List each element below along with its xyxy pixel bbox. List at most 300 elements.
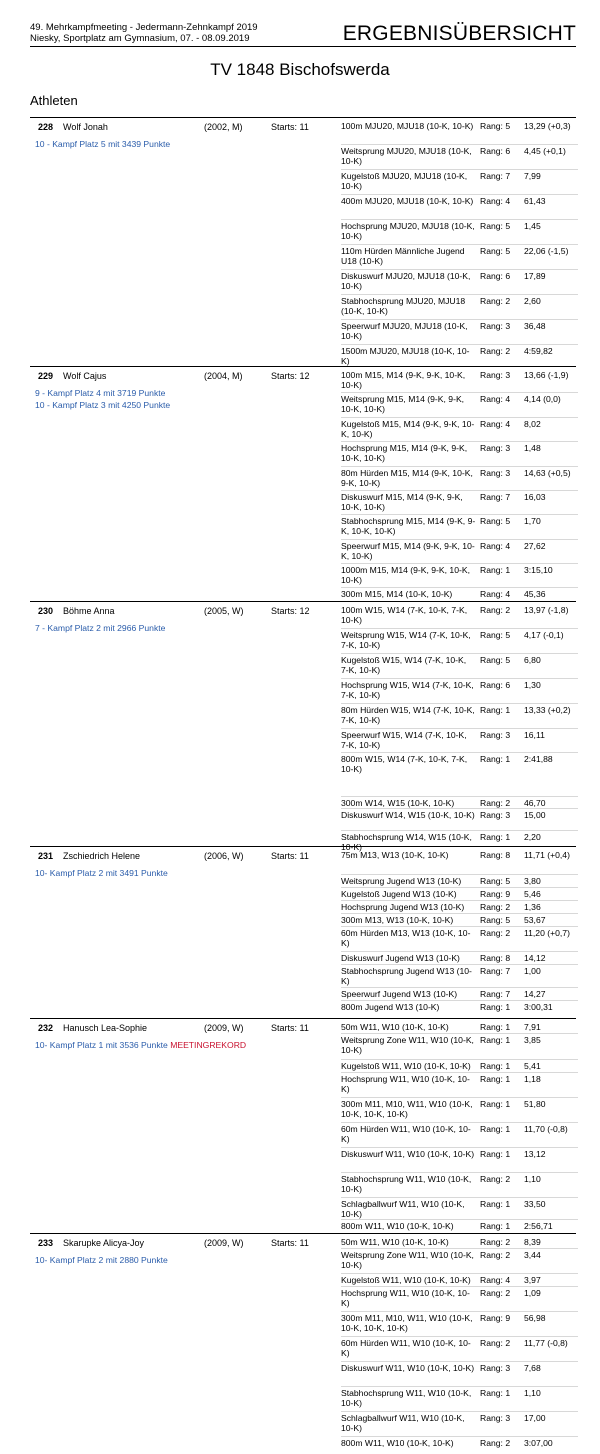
event-discipline: Diskuswurf W14, W15 (10-K, 10-K) [341, 810, 475, 820]
event-rank: Rang: 1 [480, 1002, 511, 1012]
athlete-birth: (2009, W) [204, 1238, 244, 1248]
event-result: 1,10 [524, 1174, 541, 1184]
row-divider [341, 1361, 578, 1362]
event-row [341, 1363, 576, 1388]
event-row [341, 1099, 576, 1124]
athlete-starts: Starts: 11 [271, 122, 309, 132]
event-result: 8,39 [524, 1237, 541, 1247]
event-rank: Rang: 1 [480, 1149, 511, 1159]
event-row [341, 1061, 576, 1074]
event-discipline: Hochsprung MJU20, MJU18 (10-K, 10-K) [341, 221, 475, 241]
event-rank: Rang: 3 [480, 370, 511, 380]
event-row [341, 296, 576, 321]
event-row [341, 989, 576, 1002]
event-result: 3,44 [524, 1250, 541, 1260]
event-result: 7,91 [524, 1022, 541, 1032]
row-divider [341, 219, 578, 220]
row-divider [341, 319, 578, 320]
athlete-birth: (2002, M) [204, 122, 243, 132]
event-row [341, 1438, 576, 1451]
event-discipline: Kugelstoß MJU20, MJU18 (10-K, 10-K) [341, 171, 468, 191]
event-rank: Rang: 3 [480, 321, 511, 331]
event-row [341, 680, 576, 705]
event-rank: Rang: 2 [480, 605, 511, 615]
event-result: 13,97 (-1,8) [524, 605, 569, 615]
event-row [341, 810, 576, 832]
combined-event-line [35, 138, 170, 150]
event-discipline: 80m Hürden W15, W14 (7-K, 10-K, 7-K, 10-K) [341, 705, 475, 725]
event-discipline: 800m Jugend W13 (10-K) [341, 1002, 440, 1012]
event-result: 56,98 [524, 1313, 546, 1323]
combined-event-results [35, 1254, 168, 1266]
event-results [341, 605, 576, 853]
row-divider [341, 587, 578, 588]
event-row [341, 1338, 576, 1363]
event-discipline: Stabhochsprung M15, M14 (9-K, 9-K, 10-K, 10-K) [341, 516, 476, 536]
athlete-number: 232 [38, 1023, 54, 1033]
row-divider [341, 1097, 578, 1098]
combined-event-line [35, 399, 170, 411]
event-result: 5,46 [524, 889, 541, 899]
event-result: 7,68 [524, 1363, 541, 1373]
athlete-block [30, 846, 576, 1018]
event-discipline: Speerwurf MJU20, MJU18 (10-K, 10-K) [341, 321, 468, 341]
event-discipline: Weitsprung Zone W11, W10 (10-K, 10-K) [341, 1250, 474, 1270]
event-result: 11,20 (+0,7) [524, 928, 570, 938]
event-row [341, 1250, 576, 1275]
event-result: 2:56,71 [524, 1221, 553, 1231]
event-discipline: 75m M13, W13 (10-K, 10-K) [341, 850, 449, 860]
event-discipline: Speerwurf Jugend W13 (10-K) [341, 989, 458, 999]
event-row [341, 928, 576, 953]
event-result: 13,33 (+0,2) [524, 705, 571, 715]
event-row [341, 630, 576, 655]
event-result: 1,30 [524, 680, 541, 690]
event-row [341, 966, 576, 989]
event-row [341, 1313, 576, 1338]
event-result: 14,12 [524, 953, 546, 963]
athlete-name: Zschiedrich Helene [63, 851, 141, 861]
row-divider [341, 964, 578, 965]
event-rank: Rang: 2 [480, 1288, 511, 1298]
event-row [341, 798, 576, 810]
event-result: 5,41 [524, 1061, 541, 1071]
event-results [341, 1022, 576, 1234]
event-discipline: Weitsprung M15, M14 (9-K, 9-K, 10-K, 10-K) [341, 394, 465, 414]
event-row [341, 1199, 576, 1221]
event-row [341, 146, 576, 171]
event-row [341, 370, 576, 394]
event-row [341, 655, 576, 680]
event-rank: Rang: 4 [480, 1275, 511, 1285]
combined-event-results [35, 1039, 246, 1051]
row-divider [341, 392, 578, 393]
event-result: 33,50 [524, 1199, 546, 1209]
row-divider [341, 1411, 578, 1412]
event-rank: Rang: 7 [480, 492, 511, 502]
event-discipline: Kugelstoß Jugend W13 (10-K) [341, 889, 457, 899]
event-result: 13,29 (+0,3) [524, 121, 571, 131]
header-divider [30, 46, 576, 47]
event-rank: Rang: 2 [480, 928, 511, 938]
row-divider [341, 169, 578, 170]
athlete-starts: Starts: 11 [271, 1023, 309, 1033]
event-result: 11,77 (-0,8) [524, 1338, 568, 1348]
row-divider [341, 1248, 578, 1249]
event-row [341, 221, 576, 246]
event-rank: Rang: 3 [480, 443, 511, 453]
event-rank: Rang: 1 [480, 1124, 511, 1134]
event-result: 1,70 [524, 516, 541, 526]
event-rank: Rang: 1 [480, 1199, 511, 1209]
event-row [341, 492, 576, 516]
event-discipline: Diskuswurf M15, M14 (9-K, 9-K, 10-K, 10-K) [341, 492, 463, 512]
combined-event-text: 10- Kampf Platz 1 mit 3536 Punkte [35, 1040, 168, 1050]
event-result: 2,20 [524, 832, 541, 842]
athlete-block [30, 601, 576, 856]
meeting-record-label: MEETINGREKORD [170, 1040, 247, 1050]
event-discipline: 300m M15, M14 (10-K, 10-K) [341, 589, 453, 599]
event-result: 2:41,88 [524, 754, 553, 764]
row-divider [341, 1219, 578, 1220]
athlete-block [30, 1018, 576, 1237]
event-discipline: Stabhochsprung W14, W15 (10-K, 10-K) [341, 832, 472, 852]
event-rank: Rang: 5 [480, 630, 511, 640]
event-rank: Rang: 5 [480, 516, 511, 526]
event-rank: Rang: 1 [480, 565, 511, 575]
event-rank: Rang: 2 [480, 1438, 511, 1448]
row-divider [341, 678, 578, 679]
event-discipline: Weitsprung Jugend W13 (10-K) [341, 876, 462, 886]
row-divider [341, 987, 578, 988]
event-discipline: 80m Hürden M15, M14 (9-K, 10-K, 9-K, 10-K) [341, 468, 473, 488]
row-divider [341, 344, 578, 345]
event-rank: Rang: 9 [480, 889, 511, 899]
row-divider [341, 1033, 578, 1034]
event-rank: Rang: 4 [480, 196, 511, 206]
row-divider [341, 269, 578, 270]
row-divider [341, 1197, 578, 1198]
event-result: 13,66 (-1,9) [524, 370, 569, 380]
row-divider [341, 1172, 578, 1173]
event-result: 4,45 (+0,1) [524, 146, 566, 156]
event-rank: Rang: 1 [480, 1221, 511, 1231]
row-divider [341, 563, 578, 564]
event-discipline: 1500m MJU20, MJU18 (10-K, 10-K) [341, 346, 470, 366]
event-discipline: Speerwurf W15, W14 (7-K, 10-K, 7-K, 10-K) [341, 730, 467, 750]
row-divider [341, 887, 578, 888]
event-row [341, 915, 576, 928]
combined-event-line [35, 867, 168, 879]
row-divider [341, 1286, 578, 1287]
combined-event-text: 7 - Kampf Platz 2 mit 2966 Punkte [35, 623, 166, 633]
event-result: 4,14 (0,0) [524, 394, 561, 404]
row-divider [341, 874, 578, 875]
event-rank: Rang: 2 [480, 1174, 511, 1184]
event-discipline: 300m M13, W13 (10-K, 10-K) [341, 915, 454, 925]
event-row [341, 1174, 576, 1199]
event-rank: Rang: 5 [480, 221, 511, 231]
event-result: 14,63 (+0,5) [524, 468, 571, 478]
event-result: 6,80 [524, 655, 541, 665]
event-discipline: 800m W11, W10 (10-K, 10-K) [341, 1438, 454, 1448]
athlete-name: Wolf Cajus [63, 371, 107, 381]
athlete-starts: Starts: 11 [271, 1238, 309, 1248]
athlete-name: Böhme Anna [63, 606, 115, 616]
meeting-info [30, 22, 258, 44]
event-discipline: Weitsprung W15, W14 (7-K, 10-K, 7-K, 10-K) [341, 630, 471, 650]
event-row [341, 754, 576, 798]
event-row [341, 889, 576, 902]
event-row [341, 1388, 576, 1413]
event-discipline: 1000m M15, M14 (9-K, 9-K, 10-K, 10-K) [341, 565, 470, 585]
event-result: 1,00 [524, 966, 541, 976]
combined-event-line [35, 622, 165, 634]
event-result: 16,03 [524, 492, 546, 502]
event-discipline: 60m Hürden W11, W10 (10-K, 10-K) [341, 1338, 471, 1358]
event-rank: Rang: 2 [480, 1237, 511, 1247]
event-rank: Rang: 4 [480, 419, 511, 429]
event-result: 36,48 [524, 321, 546, 331]
event-discipline: 800m W15, W14 (7-K, 10-K, 7-K, 10-K) [341, 754, 468, 774]
event-discipline: Weitsprung Zone W11, W10 (10-K, 10-K) [341, 1035, 474, 1055]
row-divider [341, 539, 578, 540]
row-divider [341, 1436, 578, 1437]
row-divider [341, 1072, 578, 1073]
event-rank: Rang: 6 [480, 680, 511, 690]
event-discipline: 300m M11, M10, W11, W10 (10-K, 10-K, 10-K, 10-K) [341, 1313, 473, 1333]
row-divider [341, 653, 578, 654]
event-row [341, 876, 576, 889]
event-row [341, 1035, 576, 1061]
event-rank: Rang: 8 [480, 953, 511, 963]
event-rank: Rang: 5 [480, 876, 511, 886]
event-rank: Rang: 1 [480, 1061, 511, 1071]
event-row [341, 1288, 576, 1313]
event-discipline: Stabhochsprung W11, W10 (10-K, 10-K) [341, 1174, 472, 1194]
event-result: 45,36 [524, 589, 546, 599]
event-rank: Rang: 3 [480, 810, 511, 820]
combined-event-results [35, 622, 165, 634]
event-rank: Rang: 2 [480, 346, 511, 356]
athlete-block [30, 366, 576, 612]
event-row [341, 565, 576, 589]
event-rank: Rang: 9 [480, 1313, 511, 1323]
club-name: TV 1848 Bischofswerda [210, 60, 390, 79]
row-divider [341, 417, 578, 418]
event-discipline: 100m W15, W14 (7-K, 10-K, 7-K, 10-K) [341, 605, 468, 625]
event-rank: Rang: 2 [480, 296, 511, 306]
event-results [341, 121, 576, 369]
event-result: 17,00 [524, 1413, 546, 1423]
event-row [341, 1022, 576, 1035]
athlete-number: 230 [38, 606, 54, 616]
combined-event-results [35, 138, 170, 150]
event-discipline: 800m W11, W10 (10-K, 10-K) [341, 1221, 454, 1231]
event-rank: Rang: 4 [480, 541, 511, 551]
row-divider [341, 1311, 578, 1312]
event-discipline: 60m Hürden W11, W10 (10-K, 10-K) [341, 1124, 471, 1144]
event-results [341, 850, 576, 1015]
event-discipline: Kugelstoß M15, M14 (9-K, 9-K, 10-K, 10-K) [341, 419, 475, 439]
event-discipline: Hochsprung W11, W10 (10-K, 10-K) [341, 1288, 470, 1308]
event-result: 1,09 [524, 1288, 541, 1298]
event-rank: Rang: 6 [480, 146, 511, 156]
event-rank: Rang: 3 [480, 1363, 511, 1373]
combined-event-line [35, 1039, 246, 1051]
event-results [341, 370, 576, 609]
row-divider [341, 796, 578, 797]
event-result: 1,48 [524, 443, 541, 453]
event-rank: Rang: 1 [480, 1022, 511, 1032]
event-discipline: Diskuswurf W11, W10 (10-K, 10-K) [341, 1149, 475, 1159]
row-divider [341, 441, 578, 442]
row-divider [341, 830, 578, 831]
event-results [341, 1237, 576, 1451]
athlete-birth: (2006, W) [204, 851, 244, 861]
event-row [341, 953, 576, 966]
row-divider [341, 808, 578, 809]
event-row [341, 1413, 576, 1438]
event-row [341, 1149, 576, 1174]
athlete-birth: (2009, W) [204, 1023, 244, 1033]
athlete-number: 228 [38, 122, 54, 132]
combined-event-line [35, 387, 170, 399]
event-discipline: 300m M11, M10, W11, W10 (10-K, 10-K, 10-K, 10-K) [341, 1099, 473, 1119]
event-rank: Rang: 5 [480, 655, 511, 665]
athlete-name: Wolf Jonah [63, 122, 108, 132]
event-discipline: Stabhochsprung MJU20, MJU18 (10-K, 10-K) [341, 296, 466, 316]
event-rank: Rang: 7 [480, 989, 511, 999]
event-result: 11,70 (-0,8) [524, 1124, 568, 1134]
combined-event-line [35, 1254, 168, 1266]
event-discipline: Schlagballwurf W11, W10 (10-K, 10-K) [341, 1199, 465, 1219]
event-discipline: Speerwurf M15, M14 (9-K, 9-K, 10-K, 10-K) [341, 541, 475, 561]
event-discipline: Hochsprung M15, M14 (9-K, 9-K, 10-K, 10-K) [341, 443, 468, 463]
event-row [341, 394, 576, 419]
event-rank: Rang: 5 [480, 246, 511, 256]
event-row [341, 1237, 576, 1250]
athlete-starts: Starts: 12 [271, 606, 310, 616]
combined-event-text: 10 - Kampf Platz 3 mit 4250 Punkte [35, 400, 171, 410]
event-result: 8,02 [524, 419, 541, 429]
event-result: 53,67 [524, 915, 546, 925]
athlete-name: Skarupke Alicya-Joy [63, 1238, 145, 1248]
row-divider [341, 466, 578, 467]
event-rank: Rang: 1 [480, 1074, 511, 1084]
event-discipline: Schlagballwurf W11, W10 (10-K, 10-K) [341, 1413, 465, 1433]
event-rank: Rang: 4 [480, 589, 511, 599]
row-divider [341, 244, 578, 245]
row-divider [341, 951, 578, 952]
row-divider [341, 1273, 578, 1274]
event-rank: Rang: 1 [480, 1099, 511, 1109]
event-rank: Rang: 1 [480, 754, 511, 764]
event-row [341, 171, 576, 196]
event-row [341, 605, 576, 630]
event-result: 3,97 [524, 1275, 541, 1285]
row-divider [341, 728, 578, 729]
row-divider [341, 900, 578, 901]
athlete-number: 233 [38, 1238, 54, 1248]
event-result: 22,06 (-1,5) [524, 246, 569, 256]
event-discipline: Diskuswurf MJU20, MJU18 (10-K, 10-K) [341, 271, 471, 291]
event-row [341, 443, 576, 468]
event-rank: Rang: 3 [480, 730, 511, 740]
athlete-starts: Starts: 11 [271, 851, 309, 861]
event-rank: Rang: 5 [480, 121, 511, 131]
event-rank: Rang: 1 [480, 832, 511, 842]
event-rank: Rang: 3 [480, 1413, 511, 1423]
event-row [341, 730, 576, 754]
event-result: 1,18 [524, 1074, 541, 1084]
event-discipline: 60m Hürden M13, W13 (10-K, 10-K) [341, 928, 471, 948]
event-result: 17,89 [524, 271, 546, 281]
event-row [341, 1002, 576, 1015]
row-divider [341, 703, 578, 704]
event-result: 4:59,82 [524, 346, 553, 356]
row-divider [341, 1336, 578, 1337]
event-row [341, 419, 576, 443]
event-row [341, 196, 576, 221]
event-row [341, 902, 576, 915]
event-row [341, 121, 576, 146]
row-divider [341, 1059, 578, 1060]
event-discipline: 400m MJU20, MJU18 (10-K, 10-K) [341, 196, 474, 206]
event-discipline: Diskuswurf W11, W10 (10-K, 10-K) [341, 1363, 475, 1373]
event-result: 13,12 [524, 1149, 546, 1159]
event-discipline: Weitsprung MJU20, MJU18 (10-K, 10-K) [341, 146, 472, 166]
event-row [341, 705, 576, 730]
event-rank: Rang: 3 [480, 468, 511, 478]
event-result: 14,27 [524, 989, 546, 999]
event-row [341, 541, 576, 565]
meeting-venue-date: Niesky, Sportplatz am Gymnasium, 07. - 08.09.2019 [30, 33, 250, 44]
row-divider [341, 1122, 578, 1123]
row-divider [341, 144, 578, 145]
event-discipline: Stabhochsprung W11, W10 (10-K, 10-K) [341, 1388, 472, 1408]
athlete-block [30, 117, 576, 372]
row-divider [341, 194, 578, 195]
event-rank: Rang: 2 [480, 902, 511, 912]
event-discipline: Kugelstoß W15, W14 (7-K, 10-K, 7-K, 10-K) [341, 655, 467, 675]
event-discipline: Diskuswurf Jugend W13 (10-K) [341, 953, 460, 963]
event-result: 3:07,00 [524, 1438, 553, 1448]
event-row [341, 271, 576, 296]
row-divider [341, 294, 578, 295]
event-rank: Rang: 5 [480, 915, 511, 925]
combined-event-text: 10 - Kampf Platz 5 mit 3439 Punkte [35, 139, 171, 149]
athlete-number: 229 [38, 371, 54, 381]
athlete-starts: Starts: 12 [271, 371, 310, 381]
combined-event-text: 9 - Kampf Platz 4 mit 3719 Punkte [35, 388, 166, 398]
event-result: 2,60 [524, 296, 541, 306]
event-result: 1,45 [524, 221, 541, 231]
event-result: 3,85 [524, 1035, 541, 1045]
event-row [341, 1074, 576, 1099]
section-heading: Athleten [30, 93, 78, 108]
event-row [341, 246, 576, 271]
event-result: 27,62 [524, 541, 546, 551]
page-title: ERGEBNISÜBERSICHT [342, 22, 576, 45]
row-divider [341, 1386, 578, 1387]
athlete-birth: (2005, W) [204, 606, 244, 616]
event-result: 46,70 [524, 798, 546, 808]
event-rank: Rang: 1 [480, 1388, 511, 1398]
event-result: 51,80 [524, 1099, 546, 1109]
event-discipline: 100m M15, M14 (9-K, 9-K, 10-K, 10-K) [341, 370, 466, 390]
event-discipline: 50m W11, W10 (10-K, 10-K) [341, 1237, 449, 1247]
